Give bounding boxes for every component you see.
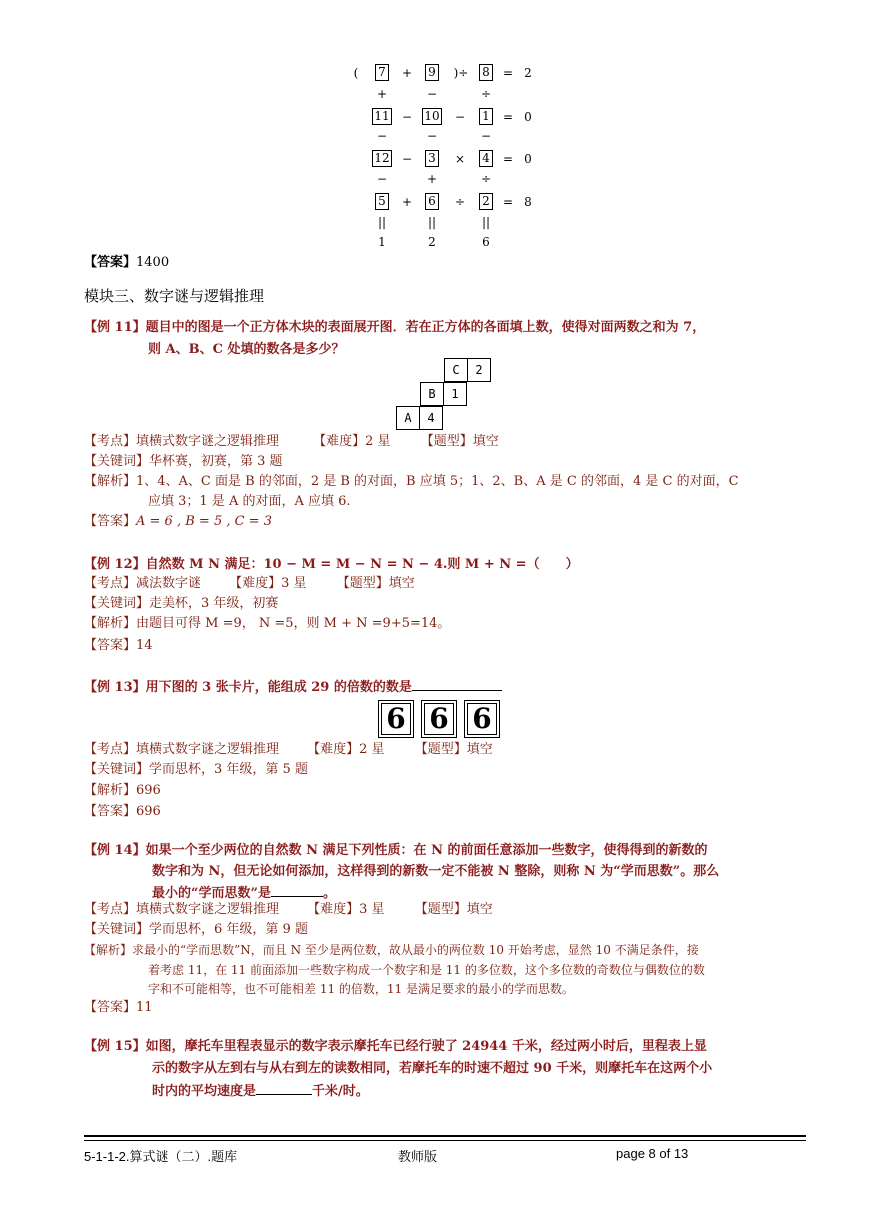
ex11-number: 【例 11】 — [84, 320, 146, 335]
digit-card: 6 — [421, 700, 457, 738]
footer-page-number: page 8 of 13 — [616, 1146, 689, 1161]
footer-edition: 教师版 — [398, 1149, 438, 1164]
vert-equals: || — [377, 215, 387, 229]
grid-eq: = — [502, 66, 514, 80]
grid-op: − — [454, 110, 466, 124]
ex14-question — [84, 840, 708, 862]
ex13-number: 【例 13】 — [84, 680, 146, 695]
grid-cell: 7 — [362, 64, 402, 81]
ex12-nandu: 【难度】3 星 — [229, 576, 307, 591]
ex13-keywords: 【关键词】学而思杯，3 年级，第 5 题 — [84, 762, 308, 777]
ex13-kaodian: 【考点】填横式数字谜之逻辑推理 — [84, 742, 280, 757]
vert-op: ÷ — [480, 172, 492, 186]
vert-op: − — [426, 129, 438, 143]
ex11-analysis-1: 【解析】1、4、A、C 面是 B 的邻面，2 是 B 的对面，B 应填 5；1、2、B、A 是 C 的邻面，4 是 C 的对面，C — [84, 474, 739, 489]
grid-cell: 3 — [412, 150, 452, 167]
ex13-answer-label: 【答案】 — [84, 804, 137, 819]
ex14-answer — [84, 998, 153, 1018]
cube-face: C — [444, 358, 468, 382]
grid-eq: = — [502, 110, 514, 124]
ex12-answer-value: 14 — [136, 638, 153, 653]
grid-cell: 10 — [424, 109, 440, 123]
ex14-line1: 如果一个至少两位的自然数 N 满足下列性质：在 N 的前面任意添加一些数字，使得得到的新数的 — [145, 843, 708, 858]
ex13-blank — [412, 676, 502, 691]
ex11-nandu: 【难度】2 星 — [313, 434, 391, 449]
grid-cell: 1 — [466, 108, 506, 125]
ex14-blank — [271, 882, 323, 897]
ex11-tixing: 【题型】填空 — [420, 434, 499, 449]
ex14-meta — [84, 900, 493, 920]
cube-face: 4 — [419, 406, 443, 430]
arithmetic-grid — [340, 62, 550, 252]
grid-result: 0 — [524, 110, 532, 124]
ex13-analysis-label: 【解析】 — [84, 783, 137, 798]
module-title: 模块三、数字谜与逻辑推理 — [84, 287, 265, 305]
grid-op: × — [454, 152, 466, 166]
ex14-analysis-1: 【解析】求最小的“学而思数”N，而且 N 至少是两位数，故从最小的两位数 10 开始考虑，显然 10 不满足条件，接 — [84, 943, 699, 957]
ex14-analysis-3: 字和不可能相等，也不可能相差 11 的倍数，11 是满足要求的最小的学而思数。 — [148, 982, 574, 996]
ex12-kaodian: 【考点】减法数字谜 — [84, 576, 202, 591]
cube-face: 1 — [443, 382, 467, 406]
open-paren: ( — [353, 66, 359, 80]
ex11-line2: 则 A、B、C 处填的数各是多少？ — [148, 342, 345, 357]
grid-bottom-result: 6 — [482, 235, 490, 249]
vert-op: − — [376, 172, 388, 186]
answer-value: 1400 — [136, 255, 170, 270]
ex11-question — [84, 317, 705, 339]
vert-op: + — [376, 87, 388, 101]
grid-cell: 9 — [412, 64, 452, 81]
ex11-answer-label: 【答案】 — [84, 514, 137, 529]
grid-eq: = — [502, 152, 514, 166]
cube-face: 2 — [467, 358, 491, 382]
digit-card: 6 — [464, 700, 500, 738]
ex14-answer-label: 【答案】 — [84, 1000, 137, 1015]
ex13-analysis-value: 696 — [136, 783, 161, 798]
digit-card: 6 — [378, 700, 414, 738]
ex14-answer-value: 11 — [136, 1000, 153, 1015]
answer-line — [84, 253, 169, 273]
answer-label: 【答案】 — [84, 255, 137, 270]
vert-equals: || — [481, 215, 491, 229]
ex15-blank — [256, 1080, 312, 1095]
grid-cell: 12 — [374, 151, 390, 165]
grid-cell: 8 — [466, 64, 506, 81]
ex13-analysis — [84, 781, 161, 801]
vert-op: − — [480, 129, 492, 143]
ex14-keywords: 【关键词】学而思杯，6 年级，第 9 题 — [84, 922, 308, 937]
ex11-kaodian: 【考点】填横式数字谜之逻辑推理 — [84, 434, 280, 449]
ex12-number: 【例 12】 — [84, 557, 146, 572]
grid-eq: = — [502, 195, 514, 209]
ex13-question — [84, 676, 502, 699]
ex12-analysis: 【解析】由题目可得 M =9， N =5，则 M + N =9+5=14。 — [84, 616, 451, 631]
grid-bottom-result: 2 — [428, 235, 436, 249]
ex13-text: 用下图的 3 张卡片，能组成 29 的倍数的数是 — [145, 680, 412, 695]
grid-cell: 5 — [362, 193, 402, 210]
cube-net-diagram — [396, 358, 496, 432]
ex14-number: 【例 14】 — [84, 843, 146, 858]
ex15-line2: 示的数字从左到右与从右到左的读数相同，若摩托车的时速不超过 90 千米，则摩托车在这两个小 — [152, 1061, 713, 1076]
ex15-question — [84, 1036, 707, 1058]
ex14-tixing: 【题型】填空 — [414, 902, 493, 917]
grid-op: − — [401, 152, 413, 166]
ex12-text: 自然数 M N 满足：10 − M = M − N = N − 4.则 M + N =（ ） — [145, 557, 579, 572]
ex14-line3: 最小的“学而思数”是 。 — [152, 882, 336, 905]
grid-cell: 6 — [412, 193, 452, 210]
ex11-meta — [84, 432, 499, 452]
grid-cell: 11 — [374, 109, 390, 123]
vert-op: − — [426, 87, 438, 101]
ex11-answer — [84, 512, 272, 532]
ex11-answer-value: A = 6 , B = 5 , C = 3 — [136, 514, 272, 529]
grid-cell: 4 — [466, 150, 506, 167]
ex12-answer — [84, 636, 153, 656]
ex14-analysis-2: 着考虑 11，在 11 前面添加一些数字构成一个数字和是 11 的多位数，这个多位数的奇数位与偶数位的数 — [148, 963, 705, 977]
ex14-nandu: 【难度】3 星 — [307, 902, 385, 917]
ex14-kaodian: 【考点】填横式数字谜之逻辑推理 — [84, 902, 280, 917]
grid-op: )÷ — [453, 66, 469, 80]
ex11-line1: 题目中的图是一个正方体木块的表面展开图．若在正方体的各面填上数，使得对面两数之和为 7， — [145, 320, 706, 335]
ex12-keywords: 【关键词】走美杯，3 年级，初赛 — [84, 596, 279, 611]
ex13-tixing: 【题型】填空 — [414, 742, 493, 757]
grid-bottom-result: 1 — [378, 235, 386, 249]
cube-face: B — [420, 382, 444, 406]
ex13-answer-value: 696 — [136, 804, 161, 819]
vert-op: ÷ — [480, 87, 492, 101]
grid-op: − — [401, 110, 413, 124]
ex15-line3: 时内的平均速度是 千米/时。 — [152, 1080, 369, 1103]
ex12-meta — [84, 574, 415, 594]
grid-result: 0 — [524, 152, 532, 166]
ex14-line2: 数字和为 N，但无论如何添加，这样得到的新数一定不能被 N 整除，则称 N 为“学而思数”。那么 — [152, 864, 720, 879]
ex13-meta — [84, 740, 493, 760]
ex15-number: 【例 15】 — [84, 1039, 146, 1054]
grid-op: + — [401, 195, 413, 209]
ex13-answer — [84, 802, 161, 822]
ex12-question — [84, 554, 579, 576]
grid-cell: 2 — [466, 193, 506, 210]
ex12-tixing: 【题型】填空 — [336, 576, 415, 591]
cube-face: A — [396, 406, 420, 430]
grid-op: + — [401, 66, 413, 80]
footer-doc-name: 5-1-1-2.算式谜（二）.题库 — [84, 1149, 238, 1164]
ex11-analysis-2: 应填 3；1 是 A 的对面，A 应填 6. — [148, 494, 351, 509]
ex15-line1: 如图，摩托车里程表显示的数字表示摩托车已经行驶了 24944 千米，经过两小时后，里程表上显 — [145, 1039, 707, 1054]
footer-rule-thin — [84, 1140, 806, 1141]
digit-cards — [378, 700, 508, 740]
vert-op: − — [376, 129, 388, 143]
grid-result: 2 — [524, 66, 532, 80]
ex11-keywords: 【关键词】华杯赛，初赛，第 3 题 — [84, 454, 283, 469]
grid-op: ÷ — [454, 195, 466, 209]
footer-rule-thick — [84, 1135, 806, 1137]
ex13-nandu: 【难度】2 星 — [307, 742, 385, 757]
vert-equals: || — [427, 215, 437, 229]
grid-result: 8 — [524, 195, 532, 209]
vert-op: + — [426, 172, 438, 186]
ex12-answer-label: 【答案】 — [84, 638, 137, 653]
